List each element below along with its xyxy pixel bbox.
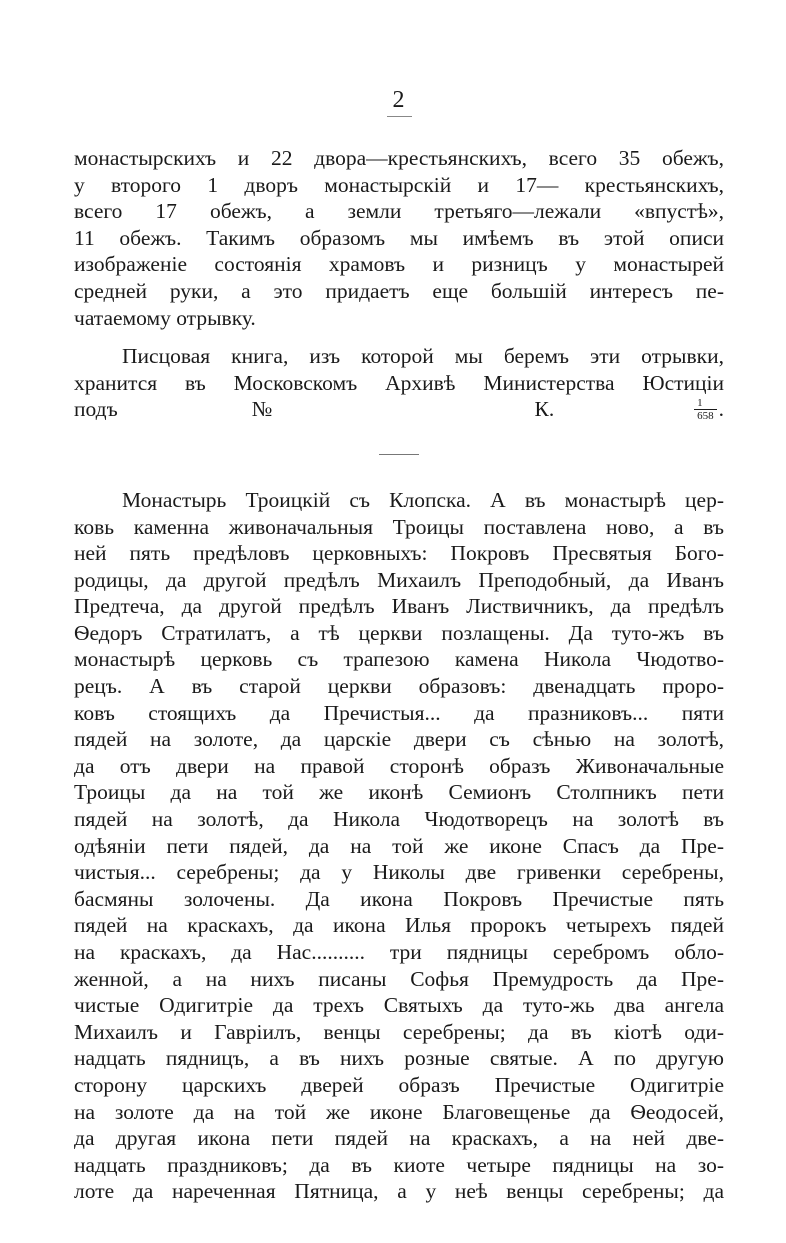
text-line: Писцовая книга, изъ которой мы беремъ эти отрывки, <box>122 344 724 369</box>
text-line: средней руки, а это придаетъ еще большій интересъ пе- <box>74 278 724 303</box>
text-line: всего 17 обежъ, а земли третьяго—лежали «впустѣ», <box>74 199 724 224</box>
text-line: монастырѣ церковь съ трапезою камена Никола Чюдотво- <box>74 647 724 672</box>
page-number <box>74 86 724 117</box>
archive-reference-suffix: . <box>718 397 725 422</box>
text-line: пядей на золоте, да царскіе двери съ сѣнью на золотѣ, <box>74 727 724 752</box>
text-line: одѣяніи пети пядей, да на той же иконе Спасъ да Пре- <box>74 833 724 858</box>
text-line: монастырскихъ и 22 двора—крестьянскихъ, всего 35 обежъ, <box>74 146 724 170</box>
fraction-denominator: 658 <box>697 409 714 422</box>
archive-reference-line <box>74 396 724 424</box>
text-line: ковъ стоящихъ да Пречистыя... да празниковъ... пяти <box>74 700 724 725</box>
fraction-numerator: 1 <box>694 397 717 410</box>
text-line: басмяны золочены. Да икона Покровъ Пречистые пять <box>74 886 724 911</box>
text-line: пядей на краскахъ, да икона Илья пророкъ четырехъ пядей <box>74 913 724 938</box>
text-line: хранится въ Московскомъ Архивѣ Министерства Юстиціи <box>74 370 724 395</box>
text-line: на золоте да на той же иконе Благовещенье да Ѳеодосей, <box>74 1099 724 1124</box>
text-line: да отъ двери на правой сторонѣ образъ Живоначальные <box>74 753 724 778</box>
text-line: родицы, да другой предѣлъ Михаилъ Преподобный, да Иванъ <box>74 567 724 592</box>
text-line: Троицы да на той же иконѣ Семионъ Столпникъ пети <box>74 780 724 805</box>
text-line: Монастырь Троицкій съ Клопска. А въ монастырѣ цер- <box>122 487 724 512</box>
text-line: чистыя... серебрены; да у Николы две гривенки серебрены, <box>74 860 724 885</box>
text-line: 11 обежъ. Такимъ образомъ мы имѣемъ въ этой описи <box>74 225 724 250</box>
text-line: рецъ. А въ старой церкви образовъ: двенадцать проро- <box>74 674 724 699</box>
text-line: лоте да нареченная Пятница, а у неѣ венцы серебрены; да <box>74 1179 724 1204</box>
text-line: у второго 1 дворъ монастырскій и 17— крестьянскихъ, <box>74 172 724 197</box>
text-line: надцать пядницъ, а въ нихъ розные святые. А по другую <box>74 1046 724 1071</box>
section-divider <box>379 454 419 455</box>
text-line: ней пять предѣловъ церковныхъ: Покровъ Пресвятыя Бого- <box>74 541 724 566</box>
text-line: Ѳедоръ Стратилатъ, а тѣ церкви позлащены. Да туто-жъ въ <box>74 620 724 645</box>
text-line: сторону царскихъ дверей образъ Пречистые Одигитріе <box>74 1072 724 1097</box>
text-line: ковь каменна живоначальныя Троицы поставлена ново, а въ <box>74 514 724 539</box>
text-line: пядей на золотѣ, да Никола Чюдотворецъ на золотѣ въ <box>74 807 724 832</box>
text-line: Михаилъ и Гавріилъ, венцы серебрены; да въ кіотѣ оди- <box>74 1019 724 1044</box>
document-page <box>74 86 724 1205</box>
text-line: изображеніе состоянія храмовъ и ризницъ у монастырей <box>74 252 724 277</box>
text-line: да другая икона пети пядей на краскахъ, а на ней две- <box>74 1126 724 1151</box>
text-line: на краскахъ, да Нас.......... три пядницы серебромъ обло- <box>74 940 724 964</box>
archive-paragraph <box>74 343 724 424</box>
monastery-description-paragraph <box>74 487 724 1205</box>
page-number-text: 2 <box>387 86 412 117</box>
intro-paragraph <box>74 145 724 331</box>
text-line: чистые Одигитріе да трехъ Святыхъ да туто-жь два ангела <box>74 993 724 1018</box>
text-line: Предтеча, да другой предѣлъ Иванъ Листвичникъ, да предѣлъ <box>74 594 724 619</box>
text-line: надцать праздниковъ; да въ киоте четыре пядницы на зо- <box>74 1152 724 1177</box>
text-line: чатаемому отрывку. <box>74 305 256 330</box>
text-line: женной, а на нихъ писаны Софья Премудрость да Пре- <box>74 966 724 991</box>
archive-reference-prefix: подъ № К. <box>74 397 555 422</box>
archive-reference-fraction <box>694 397 717 422</box>
